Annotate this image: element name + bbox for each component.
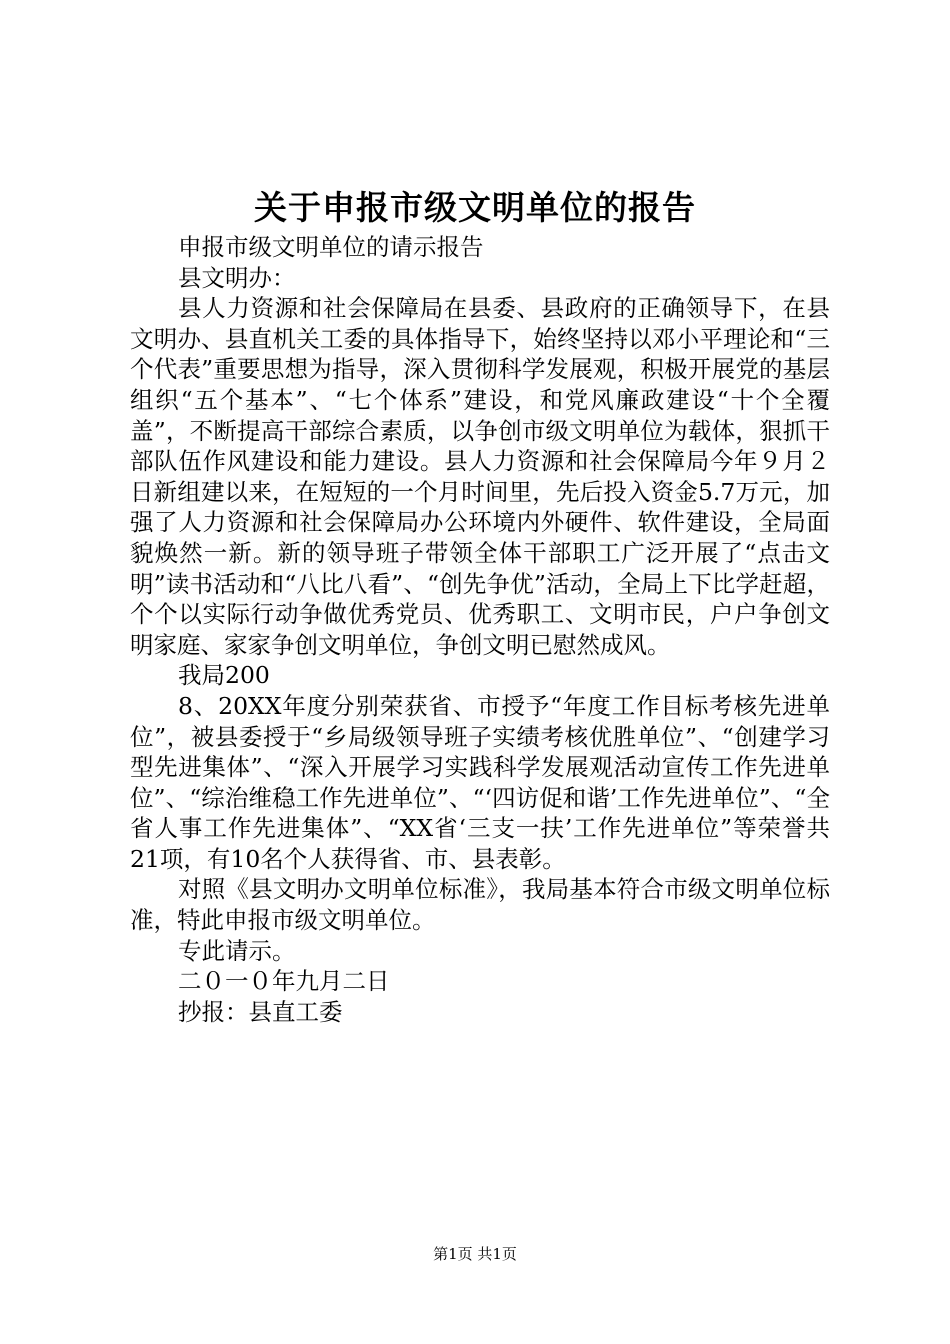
paragraph-addressee: 县文明办： <box>178 263 296 292</box>
paragraph-subject: 申报市级文明单位的请示报告 <box>178 233 484 261</box>
paragraph-main: 县人力资源和社会保障局在县委、县政府的正确领导下，在县文明办、县直机关工委的具体指导下，始终坚持以邓小平理论和“三个代表”重要思想为指导，深入贯彻科学发展观，积极开展党的基层组织“五个基本”、“七个体系”建设，和党风廉政建设“十个全覆盖”，不断提高干部综合素质，以争创市级文明单位为载体，狠抓干部队伍作风建设和能力建设。县人力资源和社会保障局今年９月２日新组建以来，在短短的一个月时间里，先后投入资金5.7万元，加强了人力资源和社会保障局办公环境内外硬件、软件建设，全局面貌焕然一新。新的领导班子带领全体干部职工广泛开展了“点击文明”读书活动和“八比八看”、“创先争优”活动，全局上下比学赶超，个个以实际行动争做优秀党员、优秀职工、文明市民，户户争创文明家庭、家家争创文明单位，争创文明已慰然成风。 <box>130 294 830 659</box>
paragraph-conclusion: 对照《县文明办文明单位标准》，我局基本符合市级文明单位标准，特此申报市级文明单位。 <box>130 875 830 935</box>
document-body <box>130 232 830 1027</box>
paragraph-honors: 8、20XX年度分别荣获省、市授予“年度工作目标考核先进单位”，被县委授于“乡局级领导班子实绩考核优胜单位”、“创建学习型先进集体”、“深入开展学习实践科学发展观活动宣传工作先进单位”、“综治维稳工作先进单位”、“‘四访促和谐’工作先进单位”、“全省人事工作先进集体”、“XX省‘三支一扶’工作先进单位”等荣誉共21项，有10名个人获得省、市、县表彰。 <box>130 691 830 873</box>
page-footer: 第1页 共1页 <box>433 1245 517 1263</box>
paragraph-closing: 专此请示。 <box>178 936 296 965</box>
paragraph-cc: 抄报：县直工委 <box>178 997 343 1026</box>
document-title: 关于申报市级文明单位的报告 <box>254 188 696 227</box>
paragraph-date: 二０一０年九月二日 <box>178 967 390 996</box>
paragraph-bureau: 我局200 <box>178 661 270 690</box>
